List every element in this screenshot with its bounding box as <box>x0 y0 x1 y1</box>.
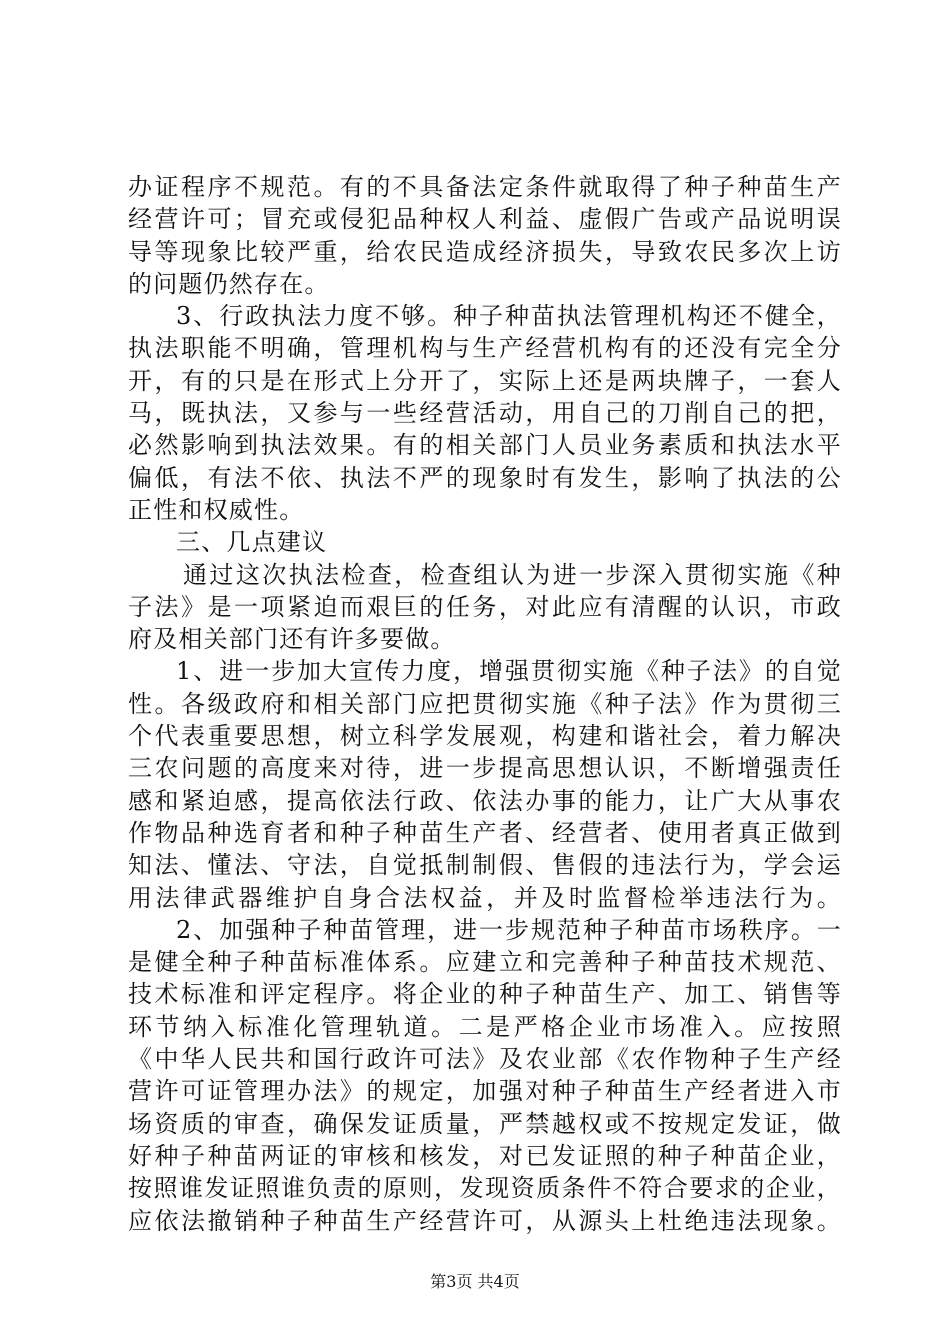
text-line: 应依法撤销种子种苗生产经营许可，从源头上杜绝违法现象。 <box>128 1206 842 1235</box>
text-line: 按照谁发证照谁负责的原则，发现资质条件不符合要求的企业， <box>128 1174 842 1203</box>
text-line: 府及相关部门还有许多要做。 <box>128 625 456 654</box>
text-line: 性。各级政府和相关部门应把贯彻实施《种子法》作为贯彻三 <box>128 689 842 718</box>
text-line: 子法》是一项紧迫而艰巨的任务，对此应有清醒的认识，市政 <box>128 592 842 621</box>
text-line: 感和紧迫感，提高依法行政、依法办事的能力，让广大从事农 <box>128 786 842 815</box>
text-line: 的问题仍然存在。 <box>128 269 330 298</box>
text-line: 马，既执法，又参与一些经营活动，用自己的刀削自己的把， <box>128 399 842 428</box>
text-line: 1、进一步加大宣传力度，增强贯彻实施《种子法》的自觉 <box>176 657 842 686</box>
text-line: 三农问题的高度来对待，进一步提高思想认识，不断增强责任 <box>128 754 842 783</box>
text-line: 技术标准和评定程序。将企业的种子种苗生产、加工、销售等 <box>128 980 842 1009</box>
text-line: 知法、懂法、守法，自觉抵制制假、售假的违法行为，学会运 <box>128 851 842 880</box>
text-line: 必然影响到执法效果。有的相关部门人员业务素质和执法水平 <box>128 431 842 460</box>
text-line: 用法律武器维护自身合法权益，并及时监督检举违法行为。 <box>128 883 842 912</box>
text-line: 正性和权威性。 <box>128 495 305 524</box>
page-footer: 第3页 共4页 <box>430 1272 520 1291</box>
text-line: 三、几点建议 <box>176 528 328 557</box>
text-line: 3、行政执法力度不够。种子种苗执法管理机构还不健全， <box>176 302 842 331</box>
document-body <box>128 171 842 1237</box>
text-line: 2、加强种子种苗管理，进一步规范种子种苗市场秩序。一 <box>176 915 842 944</box>
text-line: 开，有的只是在形式上分开了，实际上还是两块牌子，一套人 <box>128 366 842 395</box>
text-line: 导等现象比较严重，给农民造成经济损失，导致农民多次上访 <box>128 237 842 266</box>
text-line: 好种子种苗两证的审核和核发，对已发证照的种子种苗企业， <box>128 1141 842 1170</box>
text-line: 办证程序不规范。有的不具备法定条件就取得了种子种苗生产 <box>128 173 842 201</box>
text-line: 作物品种选育者和种子种苗生产者、经营者、使用者真正做到 <box>128 818 842 847</box>
text-line: 场资质的审查，确保发证质量，严禁越权或不按规定发证，做 <box>128 1109 842 1138</box>
text-line: 个代表重要思想，树立科学发展观，构建和谐社会，着力解决 <box>128 722 842 751</box>
text-line: 偏低，有法不依、执法不严的现象时有发生，影响了执法的公 <box>128 463 842 492</box>
text-line: 通过这次执法检查，检查组认为进一步深入贯彻实施《种 <box>183 560 842 589</box>
text-line: 是健全种子种苗标准体系。应建立和完善种子种苗技术规范、 <box>128 948 842 977</box>
text-line: 环节纳入标准化管理轨道。二是严格企业市场准入。应按照 <box>128 1012 842 1041</box>
text-line: 经营许可；冒充或侵犯品种权人利益、虚假广告或产品说明误 <box>128 205 842 234</box>
text-line: 《中华人民共和国行政许可法》及农业部《农作物种子生产经 <box>128 1045 842 1074</box>
text-line: 营许可证管理办法》的规定，加强对种子种苗生产经者进入市 <box>128 1077 842 1106</box>
text-line: 执法职能不明确，管理机构与生产经营机构有的还没有完全分 <box>128 334 842 363</box>
